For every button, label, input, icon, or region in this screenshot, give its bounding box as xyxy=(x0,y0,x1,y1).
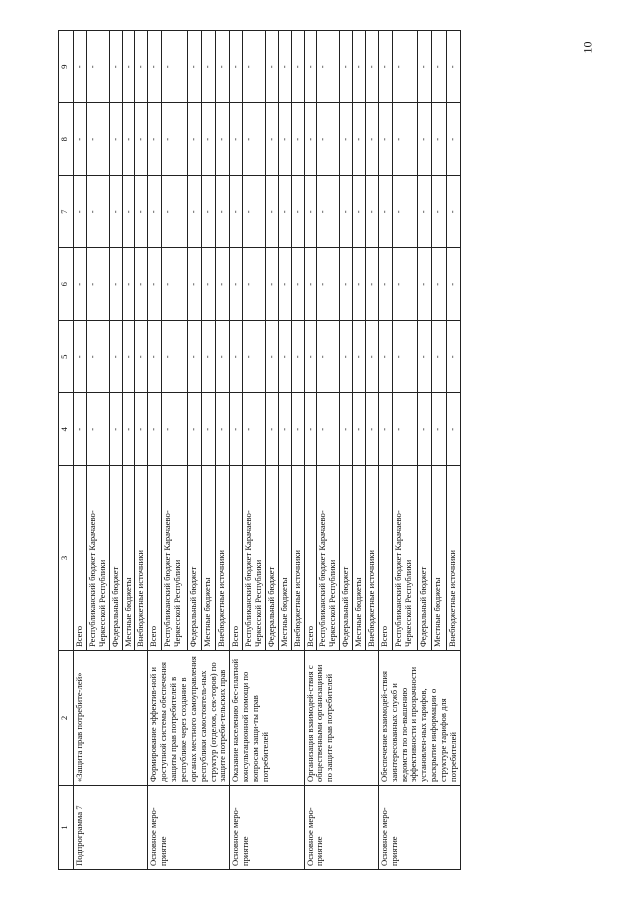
value-cell: - xyxy=(148,176,162,249)
funding-source-cell: Местные бюджеты xyxy=(201,466,215,651)
value-cell: - xyxy=(340,176,353,249)
value-cell: - xyxy=(216,103,230,176)
value-cell: - xyxy=(86,248,109,321)
value-cell: - xyxy=(378,31,392,104)
program-type-cell: Основное меро-приятие xyxy=(378,786,460,870)
value-cell: - xyxy=(392,103,417,176)
funding-source-cell: Внебюджетные источники xyxy=(216,466,230,651)
column-header-1: 1 xyxy=(59,786,74,870)
funding-source-cell: Внебюджетные источники xyxy=(365,466,378,651)
value-cell: - xyxy=(365,103,378,176)
value-cell: - xyxy=(353,103,366,176)
value-cell: - xyxy=(304,321,317,394)
funding-source-cell: Федеральный бюджет xyxy=(340,466,353,651)
value-cell: - xyxy=(353,321,366,394)
value-cell: - xyxy=(109,176,122,249)
value-cell: - xyxy=(243,248,266,321)
value-cell: - xyxy=(148,103,162,176)
value-cell: - xyxy=(135,103,148,176)
value-cell: - xyxy=(201,176,215,249)
value-cell: - xyxy=(216,248,230,321)
table-body xyxy=(74,31,461,870)
value-cell: - xyxy=(135,248,148,321)
value-cell: - xyxy=(304,31,317,104)
value-cell: - xyxy=(122,31,135,104)
value-cell: - xyxy=(446,393,460,466)
value-cell: - xyxy=(378,103,392,176)
funding-source-cell: Местные бюджеты xyxy=(278,466,291,651)
table-row xyxy=(148,31,162,870)
value-cell: - xyxy=(86,393,109,466)
value-cell: - xyxy=(74,176,87,249)
value-cell: - xyxy=(230,393,243,466)
value-cell: - xyxy=(378,176,392,249)
value-cell: - xyxy=(135,176,148,249)
program-name-cell: Формирование эффектив-ной и доступной системы обеспечения защиты прав потребителей в республике через создание в органах местного самоуправления республики самостоятель-ных структур (отделов, сек-торов) по защите потреби-тельских прав xyxy=(148,651,230,786)
funding-source-cell: Республиканский бюджет Карачаево-Черкесской Республики xyxy=(243,466,266,651)
value-cell: - xyxy=(109,248,122,321)
value-cell: - xyxy=(74,321,87,394)
value-cell: - xyxy=(365,176,378,249)
value-cell: - xyxy=(148,248,162,321)
value-cell: - xyxy=(74,103,87,176)
funding-source-cell: Федеральный бюджет xyxy=(265,466,278,651)
value-cell: - xyxy=(265,31,278,104)
table-row xyxy=(74,31,87,870)
value-cell: - xyxy=(122,176,135,249)
value-cell: - xyxy=(446,176,460,249)
value-cell: - xyxy=(365,393,378,466)
value-cell: - xyxy=(187,321,201,394)
value-cell: - xyxy=(86,31,109,104)
program-name-cell: Оказание населению бес-платной консультационной помощи по вопросам защи-ты прав потребителей xyxy=(230,651,304,786)
value-cell: - xyxy=(148,31,162,104)
program-type-cell: Основное меро-приятие xyxy=(304,786,378,870)
funding-source-cell: Федеральный бюджет xyxy=(109,466,122,651)
value-cell: - xyxy=(265,103,278,176)
value-cell: - xyxy=(378,321,392,394)
value-cell: - xyxy=(365,321,378,394)
value-cell: - xyxy=(446,321,460,394)
page-number: 10 xyxy=(580,41,595,54)
value-cell: - xyxy=(365,248,378,321)
rotated-table-wrapper xyxy=(58,30,640,870)
value-cell: - xyxy=(122,321,135,394)
table-row xyxy=(378,31,392,870)
value-cell: - xyxy=(109,103,122,176)
value-cell: - xyxy=(278,103,291,176)
value-cell: - xyxy=(135,321,148,394)
funding-source-cell: Всего xyxy=(230,466,243,651)
value-cell: - xyxy=(418,176,432,249)
value-cell: - xyxy=(278,176,291,249)
column-header-9: 9 xyxy=(59,31,74,104)
value-cell: - xyxy=(353,176,366,249)
value-cell: - xyxy=(109,393,122,466)
value-cell: - xyxy=(304,103,317,176)
value-cell: - xyxy=(392,31,417,104)
value-cell: - xyxy=(86,176,109,249)
value-cell: - xyxy=(109,321,122,394)
funding-source-cell: Республиканский бюджет Карачаево-Черкесской Республики xyxy=(392,466,417,651)
value-cell: - xyxy=(418,393,432,466)
value-cell: - xyxy=(243,176,266,249)
value-cell: - xyxy=(365,31,378,104)
value-cell: - xyxy=(432,176,446,249)
value-cell: - xyxy=(418,248,432,321)
funding-source-cell: Республиканский бюджет Карачаево-Черкесской Республики xyxy=(317,466,340,651)
funding-source-cell: Внебюджетные источники xyxy=(291,466,304,651)
value-cell: - xyxy=(243,321,266,394)
value-cell: - xyxy=(230,248,243,321)
value-cell: - xyxy=(291,31,304,104)
value-cell: - xyxy=(216,31,230,104)
column-header-6: 6 xyxy=(59,248,74,321)
value-cell: - xyxy=(278,31,291,104)
funding-source-cell: Внебюджетные источники xyxy=(446,466,460,651)
value-cell: - xyxy=(162,103,187,176)
column-header-2: 2 xyxy=(59,651,74,786)
funding-source-cell: Всего xyxy=(304,466,317,651)
program-name-cell: «Защита прав потребите-лей» xyxy=(74,651,148,786)
value-cell: - xyxy=(135,31,148,104)
funding-source-cell: Республиканский бюджет Карачаево-Черкесской Республики xyxy=(86,466,109,651)
value-cell: - xyxy=(446,31,460,104)
value-cell: - xyxy=(432,103,446,176)
value-cell: - xyxy=(148,321,162,394)
table-row xyxy=(304,31,317,870)
value-cell: - xyxy=(74,31,87,104)
financing-table xyxy=(58,30,461,870)
header-row xyxy=(59,31,74,870)
value-cell: - xyxy=(187,248,201,321)
value-cell: - xyxy=(392,393,417,466)
funding-source-cell: Местные бюджеты xyxy=(353,466,366,651)
value-cell: - xyxy=(340,321,353,394)
value-cell: - xyxy=(317,321,340,394)
funding-source-cell: Республиканский бюджет Карачаево-Черкесской Республики xyxy=(162,466,187,651)
value-cell: - xyxy=(340,393,353,466)
value-cell: - xyxy=(122,103,135,176)
value-cell: - xyxy=(86,321,109,394)
rotated-table-frame xyxy=(58,30,640,870)
column-header-7: 7 xyxy=(59,176,74,249)
value-cell: - xyxy=(122,393,135,466)
value-cell: - xyxy=(432,393,446,466)
funding-source-cell: Федеральный бюджет xyxy=(418,466,432,651)
value-cell: - xyxy=(109,31,122,104)
value-cell: - xyxy=(162,321,187,394)
value-cell: - xyxy=(74,393,87,466)
value-cell: - xyxy=(392,176,417,249)
value-cell: - xyxy=(418,103,432,176)
value-cell: - xyxy=(187,31,201,104)
value-cell: - xyxy=(291,393,304,466)
value-cell: - xyxy=(432,31,446,104)
value-cell: - xyxy=(317,248,340,321)
value-cell: - xyxy=(74,248,87,321)
value-cell: - xyxy=(230,103,243,176)
value-cell: - xyxy=(162,176,187,249)
value-cell: - xyxy=(201,248,215,321)
value-cell: - xyxy=(291,321,304,394)
value-cell: - xyxy=(304,393,317,466)
program-name-cell: Организация взаимодей-ствия с общественными организациями по защите прав потребителей xyxy=(304,651,378,786)
column-header-4: 4 xyxy=(59,393,74,466)
value-cell: - xyxy=(201,31,215,104)
value-cell: - xyxy=(265,248,278,321)
value-cell: - xyxy=(278,393,291,466)
value-cell: - xyxy=(378,393,392,466)
value-cell: - xyxy=(187,103,201,176)
value-cell: - xyxy=(291,248,304,321)
value-cell: - xyxy=(353,248,366,321)
value-cell: - xyxy=(278,321,291,394)
funding-source-cell: Всего xyxy=(148,466,162,651)
value-cell: - xyxy=(230,321,243,394)
value-cell: - xyxy=(230,176,243,249)
funding-source-cell: Местные бюджеты xyxy=(122,466,135,651)
value-cell: - xyxy=(201,103,215,176)
column-header-3: 3 xyxy=(59,466,74,651)
value-cell: - xyxy=(340,103,353,176)
value-cell: - xyxy=(230,31,243,104)
value-cell: - xyxy=(418,31,432,104)
value-cell: - xyxy=(187,393,201,466)
value-cell: - xyxy=(317,103,340,176)
funding-source-cell: Внебюджетные источники xyxy=(135,466,148,651)
value-cell: - xyxy=(135,393,148,466)
value-cell: - xyxy=(201,321,215,394)
table-row xyxy=(230,31,243,870)
value-cell: - xyxy=(378,248,392,321)
value-cell: - xyxy=(446,248,460,321)
funding-source-cell: Федеральный бюджет xyxy=(187,466,201,651)
column-header-5: 5 xyxy=(59,321,74,394)
value-cell: - xyxy=(392,248,417,321)
value-cell: - xyxy=(216,176,230,249)
value-cell: - xyxy=(432,248,446,321)
value-cell: - xyxy=(317,31,340,104)
program-type-cell: Основное меро-приятие xyxy=(148,786,230,870)
value-cell: - xyxy=(265,176,278,249)
value-cell: - xyxy=(317,393,340,466)
value-cell: - xyxy=(317,176,340,249)
value-cell: - xyxy=(432,321,446,394)
funding-source-cell: Всего xyxy=(74,466,87,651)
value-cell: - xyxy=(291,103,304,176)
value-cell: - xyxy=(353,31,366,104)
value-cell: - xyxy=(353,393,366,466)
value-cell: - xyxy=(278,248,291,321)
value-cell: - xyxy=(340,248,353,321)
value-cell: - xyxy=(243,31,266,104)
value-cell: - xyxy=(122,248,135,321)
value-cell: - xyxy=(340,31,353,104)
value-cell: - xyxy=(418,321,432,394)
value-cell: - xyxy=(392,321,417,394)
funding-source-cell: Всего xyxy=(378,466,392,651)
value-cell: - xyxy=(304,176,317,249)
program-name-cell: Обеспечение взаимодей-ствия заинтересованных служб и ведомств по по-вышению эффективности и прозрачности установлен-ных тарифов, раскрытие информации о структуре тарифов для потребителей xyxy=(378,651,460,786)
value-cell: - xyxy=(86,103,109,176)
value-cell: - xyxy=(446,103,460,176)
value-cell: - xyxy=(162,31,187,104)
value-cell: - xyxy=(216,321,230,394)
value-cell: - xyxy=(162,248,187,321)
value-cell: - xyxy=(243,393,266,466)
value-cell: - xyxy=(265,321,278,394)
value-cell: - xyxy=(265,393,278,466)
column-header-8: 8 xyxy=(59,103,74,176)
value-cell: - xyxy=(291,176,304,249)
value-cell: - xyxy=(187,176,201,249)
funding-source-cell: Местные бюджеты xyxy=(432,466,446,651)
value-cell: - xyxy=(162,393,187,466)
program-type-cell: Основное меро-приятие xyxy=(230,786,304,870)
value-cell: - xyxy=(243,103,266,176)
value-cell: - xyxy=(304,248,317,321)
value-cell: - xyxy=(148,393,162,466)
value-cell: - xyxy=(216,393,230,466)
value-cell: - xyxy=(201,393,215,466)
program-type-cell: Подпрограмма 7 xyxy=(74,786,148,870)
